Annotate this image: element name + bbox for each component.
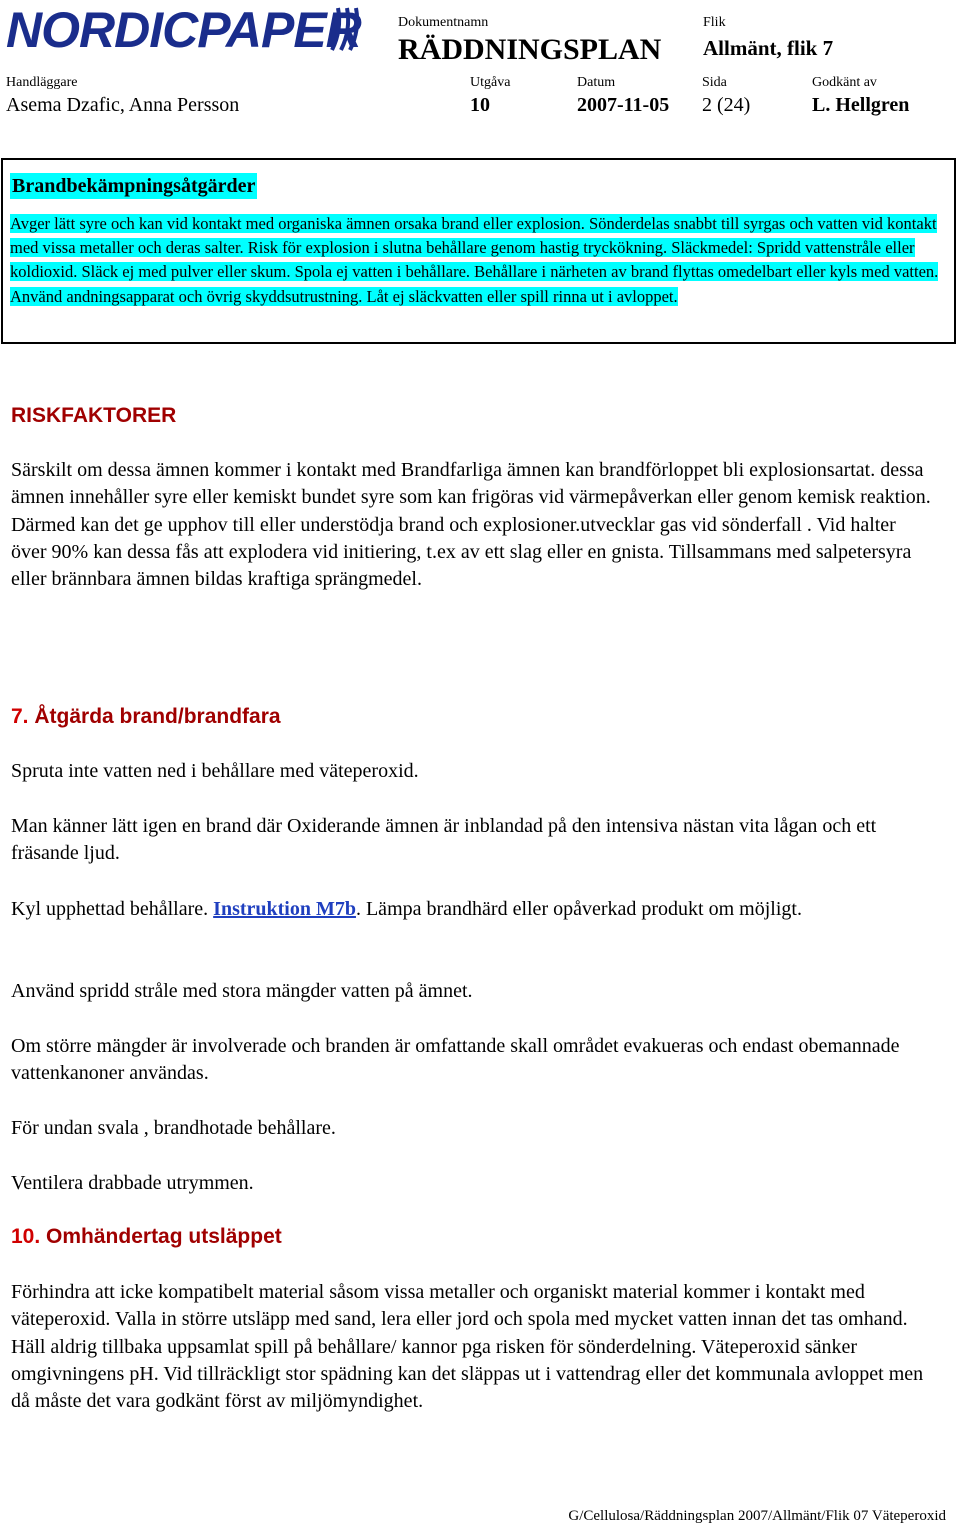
sida-value: 2 (24): [702, 94, 751, 116]
section7-p6: För undan svala , brandhotade behållare.: [11, 1117, 336, 1139]
sida-label: Sida: [702, 75, 727, 90]
box-title: Brandbekämpningsåtgärder: [12, 175, 256, 197]
flik-value: Allmänt, flik 7: [703, 36, 834, 60]
company-logo: NORDICPAPER: [6, 2, 361, 58]
riskfaktorer-text: Särskilt om dessa ämnen kommer i kontakt med Brandfarliga ämnen kan brandförloppet bli explosionsartat. dessa ämnen innehåller syre eller kemiskt bundet syre som kan frigöras vid värmepåverkan eller genom kemisk reaktion. Därmed kan det ge upphov till eller understödja brand och explosioner.utvecklar gas vid sönderfall . Vid halter över 90% kan dessa fås att explodera vid initiering, t.ex av ett slag eller en gnista. Tillsammans med salpetersyra eller brännbara ämnen bildas kraftiga sprängmedel.: [11, 459, 931, 591]
section10-number: 10.: [11, 1225, 41, 1248]
section7-title: Åtgärda brand/brandfara: [34, 705, 281, 728]
instruktion-link[interactable]: Instruktion M7b: [213, 898, 356, 920]
section7-p3-after: . Lämpa brandhärd eller opåverkad produkt om möjligt.: [355, 898, 802, 920]
section10-text: Förhindra att icke kompatibelt material såsom vissa metaller och organiskt material kommer i kontakt med väteperoxid. Valla in större utsläpp med sand, lera eller jord och spola med mycket vatten innan det tas omhand. Häll aldrig tillbaka uppsamlat spill på behållare/ kannor pga risken för sönderdelning. Väteperoxid sänker omgivningens pH. Vid tillräckligt stor spädning kan det släppas ut i vattendrag eller det kommunala avloppet men då måste det vara godkänt först av miljömyndighet.: [11, 1281, 924, 1413]
section10-heading: [11, 1224, 282, 1250]
utgava-value: 10: [470, 94, 490, 116]
riskfaktorer-heading: RISKFAKTORER: [11, 404, 177, 427]
handlaggare-label: Handläggare: [6, 75, 78, 90]
section7-p7: Ventilera drabbade utrymmen.: [11, 1172, 254, 1194]
section7-p5: Om större mängder är involverade och branden är omfattande skall området evakueras och endast obemannade vattenkanoner användas.: [11, 1035, 900, 1085]
godkant-value: L. Hellgren: [812, 94, 910, 116]
section7-p3-before: Kyl upphettad behållare.: [11, 898, 214, 920]
box-text-content: Avger lätt syre och kan vid kontakt med organiska ämnen orsaka brand eller explosion. Sönderdelas snabbt till syrgas och vatten vid kontakt med vissa metaller och deras salter. Risk för explosion i slutna behållare genom hastig tryckökning. Släckmedel: Spridd vattenstråle eller koldioxid. Släck ej med pulver eller skum. Spola ej vatten i behållare. Behållare i närheten av brand flyttas omedelbart eller kyls med vatten. Använd andningsapparat och övrig skyddsutrustning. Låt ej släckvatten eller spill rinna ut i avloppet.: [10, 214, 939, 306]
datum-label: Datum: [577, 75, 616, 90]
doc-name: RÄDDNINGSPLAN: [398, 33, 662, 66]
footer-path: G/Cellulosa/Räddningsplan 2007/Allmänt/Flik 07 Väteperoxid: [568, 1508, 946, 1524]
logo-stripes-icon: [328, 6, 364, 52]
section7-number: 7.: [11, 705, 29, 728]
section7-p2: Man känner lätt igen en brand där Oxiderande ämnen är inblandad på den intensiva nästan vita lågan och ett fräsande ljud.: [11, 815, 877, 865]
section7-p3: [11, 896, 936, 923]
doc-name-label: Dokumentnamn: [398, 15, 489, 30]
datum-value: 2007-11-05: [577, 94, 670, 116]
godkant-label: Godkänt av: [812, 75, 877, 90]
section7-heading: [11, 704, 281, 730]
section10-title: Omhändertag utsläppet: [46, 1225, 282, 1248]
section7-p4: Använd spridd stråle med stora mängder vatten på ämnet.: [11, 980, 473, 1002]
flik-label: Flik: [703, 15, 726, 30]
box-text: [10, 212, 944, 309]
utgava-label: Utgåva: [470, 75, 511, 90]
handlaggare-value: Asema Dzafic, Anna Persson: [6, 94, 240, 116]
section7-p1: Spruta inte vatten ned i behållare med väteperoxid.: [11, 760, 419, 782]
